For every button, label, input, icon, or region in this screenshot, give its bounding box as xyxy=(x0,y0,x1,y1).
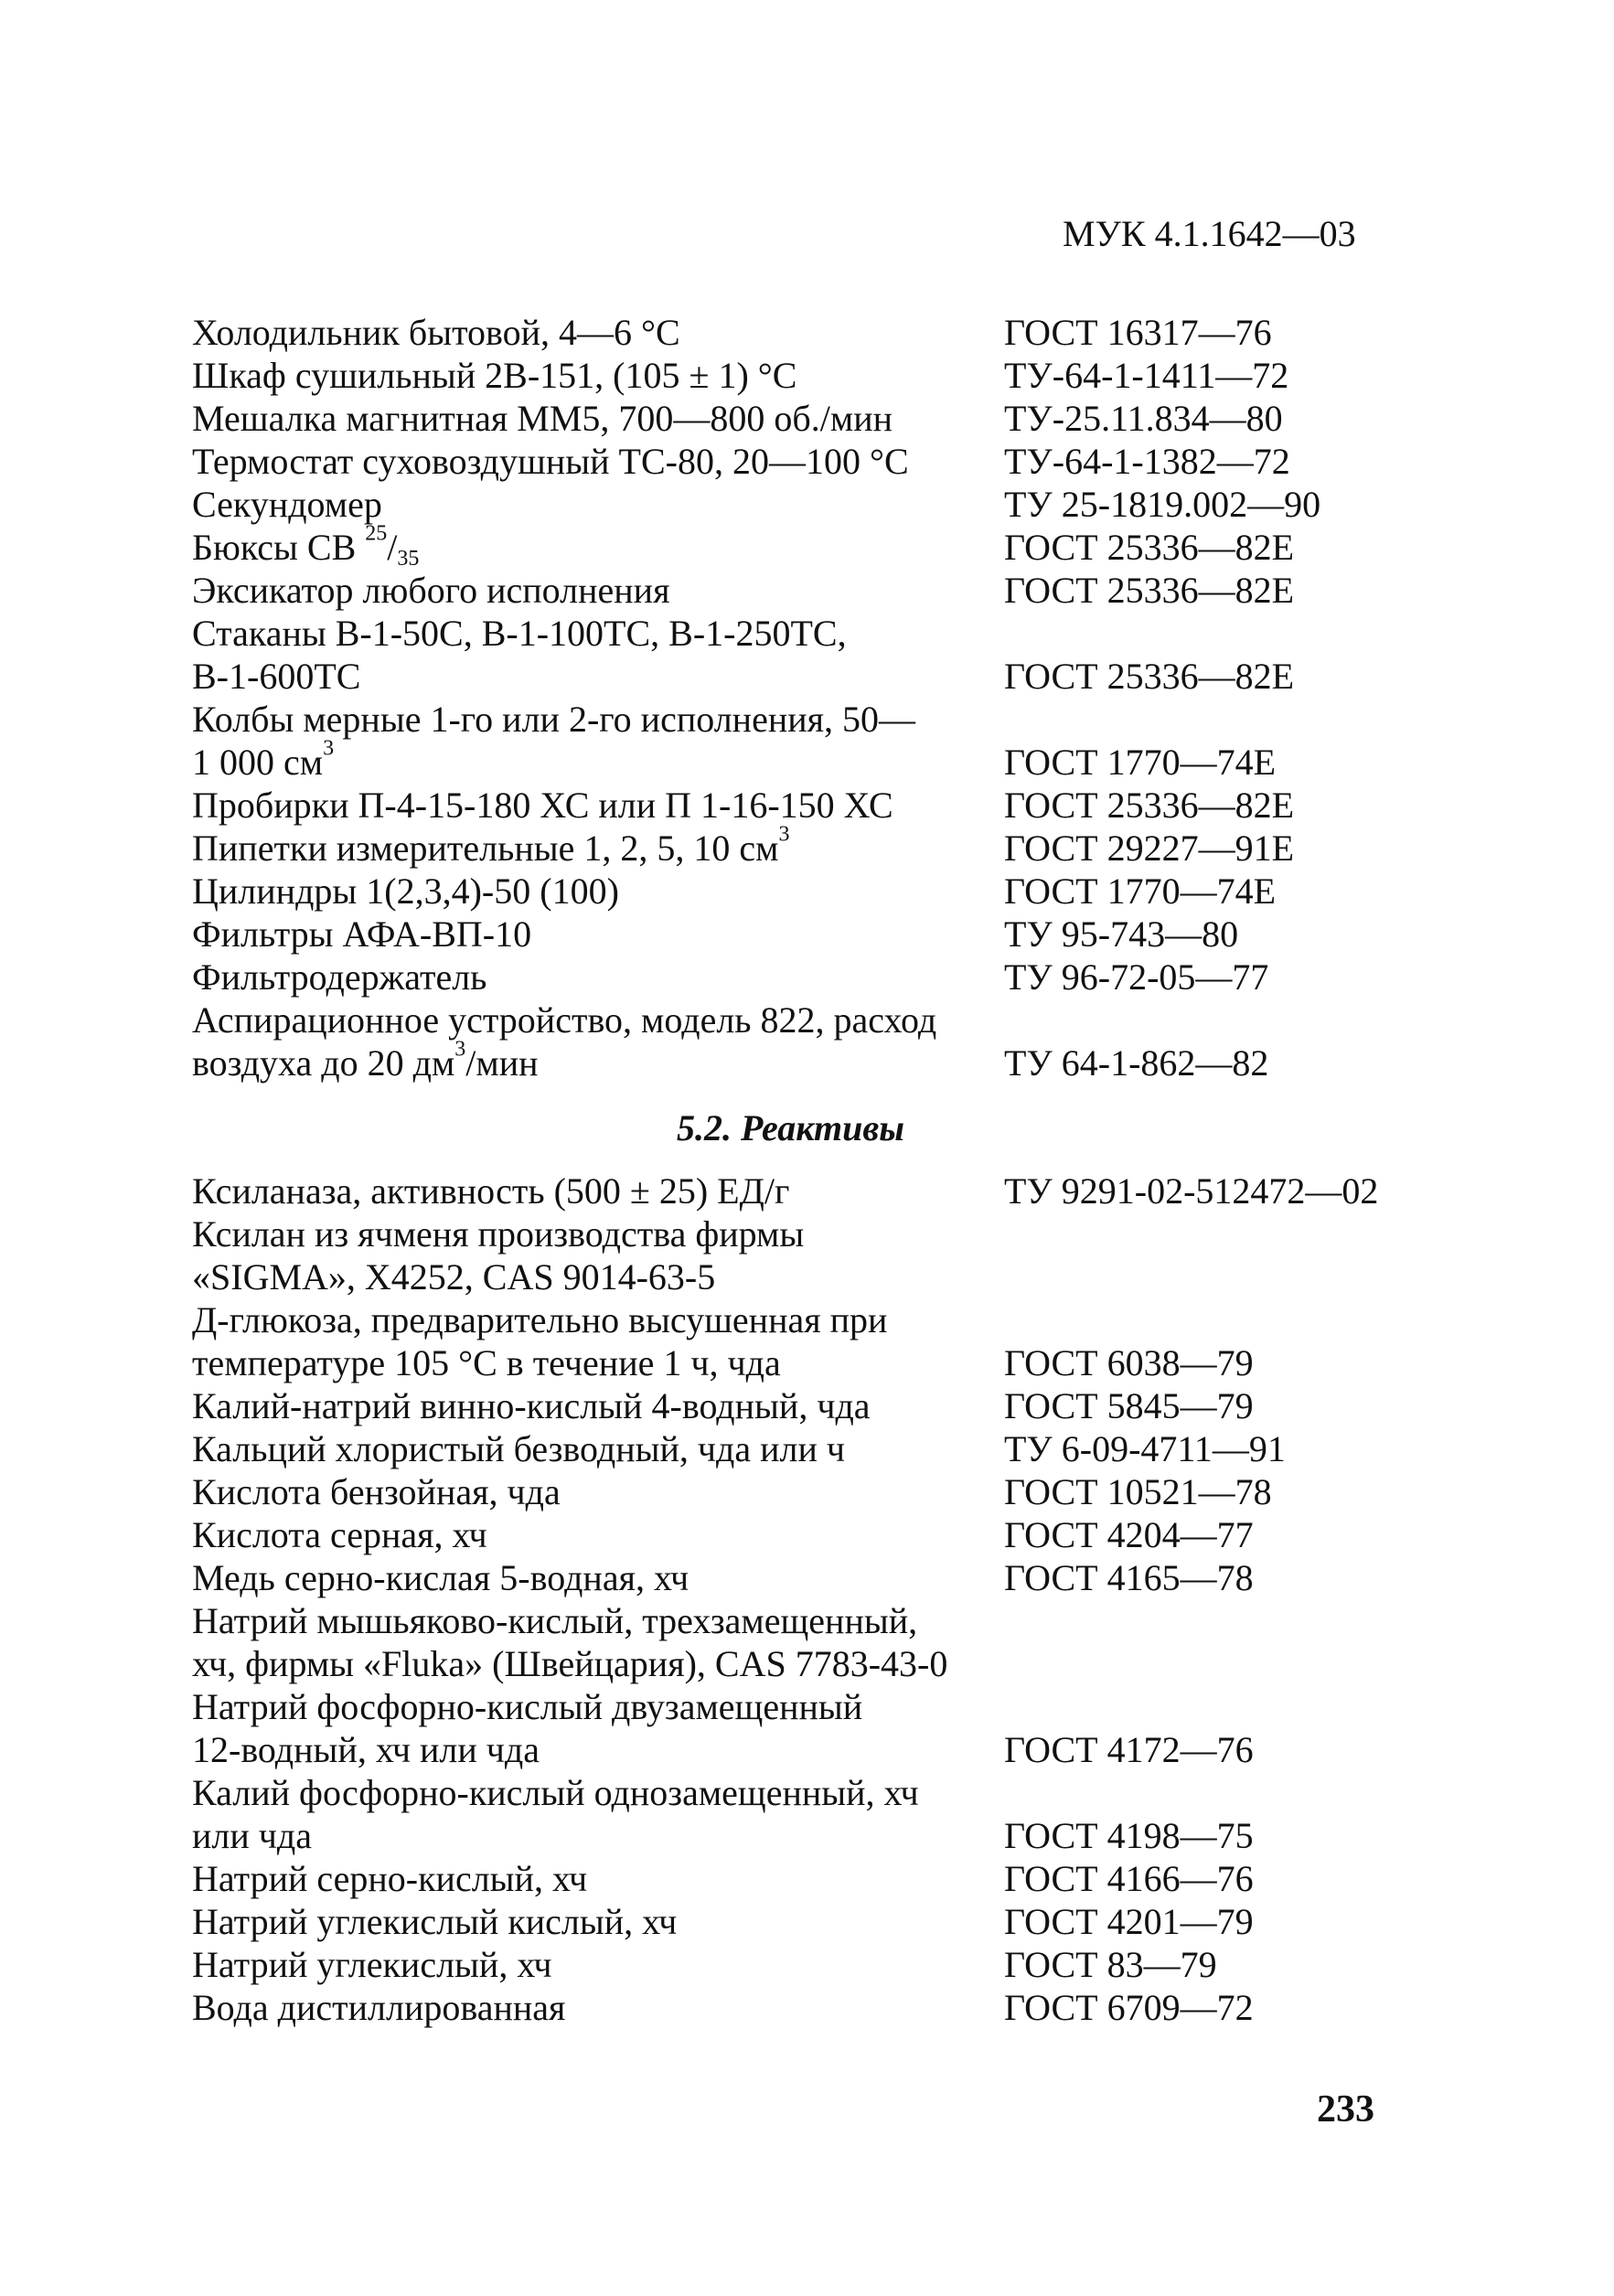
equipment-item xyxy=(192,998,1436,1084)
equipment-item-standard: ГОСТ 29227—91Е xyxy=(1004,828,1295,869)
equipment-item-name-line xyxy=(192,913,1004,956)
reagent-item-standard: ТУ 9291-02-512472—02 xyxy=(1004,1170,1379,1212)
equipment-item-standard: ТУ-64-1-1411—72 xyxy=(1004,355,1289,396)
unit-suffix: /мин xyxy=(465,1042,539,1084)
equipment-item-name xyxy=(192,870,1004,913)
equipment-item-standard: ТУ 95-743—80 xyxy=(1004,913,1239,955)
reagent-item xyxy=(192,1212,1436,1298)
equipment-item-name xyxy=(192,440,1004,483)
equipment-item-name-line xyxy=(192,354,1004,397)
reagent-item-name xyxy=(192,1599,1004,1685)
text-fragment: Пипетки измерительные 1, 2, 5, 10 см xyxy=(192,828,779,869)
text-fragment: воздуха до 20 дм xyxy=(192,1042,455,1084)
equipment-item-name xyxy=(192,998,1004,1084)
text-fragment: Шкаф сушильный 2В-151, (105 ± 1) °С xyxy=(192,355,797,396)
equipment-item xyxy=(192,397,1436,440)
reagent-item xyxy=(192,1384,1436,1427)
reagent-item-name xyxy=(192,1169,1004,1212)
text-fragment: Натрий мышьяково-кислый, трехзамещенный, xyxy=(192,1600,918,1641)
equipment-item-name xyxy=(192,913,1004,956)
reagent-item-name-line xyxy=(192,1943,1004,1986)
equipment-item-name-line xyxy=(192,698,1004,741)
reagent-item xyxy=(192,1470,1436,1513)
reagent-item-standard: ГОСТ 4198—75 xyxy=(1004,1815,1254,1856)
text-fragment: Калий-натрий винно-кислый 4-водный, чда xyxy=(192,1385,871,1426)
equipment-item xyxy=(192,956,1436,998)
equipment-item xyxy=(192,822,1436,870)
equipment-item-standard: ГОСТ 25336—82Е xyxy=(1004,570,1295,611)
equipment-item-name xyxy=(192,569,1004,612)
equipment-item-name-line xyxy=(192,483,1004,526)
equipment-item-name xyxy=(192,698,1004,784)
reagent-item-standard: ГОСТ 6709—72 xyxy=(1004,1987,1254,2028)
equipment-item-standard: ГОСТ 25336—82Е xyxy=(1004,527,1295,568)
reagent-item xyxy=(192,1986,1436,2029)
equipment-item-standard: ГОСТ 16317—76 xyxy=(1004,312,1272,353)
equipment-item-name xyxy=(192,956,1004,998)
reagent-item-name-line xyxy=(192,1384,1004,1427)
reagent-item-name xyxy=(192,1212,1004,1298)
text-fragment: Фильтродержатель xyxy=(192,956,487,998)
text-fragment: Ксиланаза, активность (500 ± 25) ЕД/г xyxy=(192,1170,790,1212)
reagent-item xyxy=(192,1943,1436,1986)
equipment-item-name-line xyxy=(192,822,1004,870)
reagent-item-name xyxy=(192,1943,1004,1986)
reagent-item-name xyxy=(192,1384,1004,1427)
equipment-item-standard: ТУ 64-1-862—82 xyxy=(1004,1042,1269,1084)
section-title: 5.2. Реактивы xyxy=(677,1107,904,1148)
equipment-item-standard: ГОСТ 1770—74Е xyxy=(1004,742,1277,783)
reagent-item-name-line xyxy=(192,1900,1004,1943)
equipment-item-name-line xyxy=(192,736,1004,784)
text-fragment: Натрий углекислый, хч xyxy=(192,1944,552,1985)
reagent-list xyxy=(192,1169,1436,2029)
equipment-item-name-line xyxy=(192,998,1004,1041)
text-fragment: хч, фирмы «Fluka» (Швейцария), CAS 7783-43-0 xyxy=(192,1643,948,1684)
equipment-item-standard: ТУ 96-72-05—77 xyxy=(1004,956,1269,998)
equipment-item-name-line xyxy=(192,956,1004,998)
equipment-item-name-line xyxy=(192,655,1004,698)
reagent-item-name xyxy=(192,1556,1004,1599)
equipment-item-standard: ТУ-64-1-1382—72 xyxy=(1004,441,1290,482)
reagent-item-name xyxy=(192,1900,1004,1943)
reagent-item xyxy=(192,1169,1436,1212)
equipment-item-name-line xyxy=(192,612,1004,655)
reagent-item-name-line xyxy=(192,1986,1004,2029)
equipment-item-name-line: Бюксы СВ $^{25}/_{35}$ xyxy=(192,521,420,571)
equipment-item xyxy=(192,311,1436,354)
reagent-item-name-line xyxy=(192,1728,1004,1771)
equipment-item-name xyxy=(192,784,1004,827)
equipment-item xyxy=(192,870,1436,913)
equipment-item-standard: ГОСТ 1770—74Е xyxy=(1004,870,1277,912)
reagent-item-standard: ГОСТ 6038—79 xyxy=(1004,1342,1254,1383)
text-fragment: Стаканы В-1-50С, В-1-100ТС, В-1-250ТС, xyxy=(192,613,847,654)
text-fragment: Вода дистиллированная xyxy=(192,1987,566,2028)
equipment-item-name xyxy=(192,822,1004,870)
text-fragment: Д-глюкоза, предварительно высушенная при xyxy=(192,1299,888,1340)
equipment-item-name xyxy=(192,354,1004,397)
equipment-item-name-line xyxy=(192,440,1004,483)
text-fragment: температуре 105 °С в течение 1 ч, чда xyxy=(192,1342,781,1383)
document-body xyxy=(192,311,1436,2029)
text-fragment: Эксикатор любого исполнения xyxy=(192,570,670,611)
reagent-item-standard: ГОСТ 4201—79 xyxy=(1004,1901,1254,1942)
equipment-item-name-line xyxy=(192,311,1004,354)
reagent-item xyxy=(192,1556,1436,1599)
superscript: 3 xyxy=(778,822,790,847)
reagent-item-name-line xyxy=(192,1599,1004,1642)
equipment-item-standard: ТУ-25.11.834—80 xyxy=(1004,398,1283,439)
reagent-item-name-line xyxy=(192,1642,1004,1685)
reagent-item-standard: ТУ 6-09-4711—91 xyxy=(1004,1428,1286,1469)
text-fragment: Кислота серная, хч xyxy=(192,1514,487,1555)
equipment-list xyxy=(192,311,1436,1084)
equipment-item xyxy=(192,483,1436,526)
text-fragment: Медь серно-кислая 5-водная, хч xyxy=(192,1557,689,1598)
document-code: МУК 4.1.1642—03 xyxy=(1063,213,1356,254)
equipment-item-name-line xyxy=(192,870,1004,913)
reagent-item-name-line xyxy=(192,1857,1004,1900)
text-fragment: Кальций хлористый безводный, чда или ч xyxy=(192,1428,846,1469)
reagent-item-name-line xyxy=(192,1341,1004,1384)
reagent-item xyxy=(192,1900,1436,1943)
reagent-item-name xyxy=(192,1298,1004,1384)
reagent-item-standard: ГОСТ 4166—76 xyxy=(1004,1858,1254,1899)
text-fragment: Термостат суховоздушный ТС-80, 20—100 °С xyxy=(192,441,909,482)
reagent-item-name-line xyxy=(192,1556,1004,1599)
reagent-item-name xyxy=(192,1427,1004,1470)
equipment-item xyxy=(192,521,1436,571)
reagent-item-standard: ГОСТ 83—79 xyxy=(1004,1944,1217,1985)
superscript: 3 xyxy=(454,1037,466,1062)
reagent-item-name-line xyxy=(192,1212,1004,1255)
equipment-item xyxy=(192,440,1436,483)
text-fragment: Натрий серно-кислый, хч xyxy=(192,1858,588,1899)
subscript: 35 xyxy=(397,547,420,571)
superscript: 3 xyxy=(323,736,335,761)
reagent-item-name-line xyxy=(192,1255,1004,1298)
equipment-item-standard: ТУ 25-1819.002—90 xyxy=(1004,484,1321,525)
equipment-item-name xyxy=(192,397,1004,440)
reagent-item xyxy=(192,1298,1436,1384)
superscript: 25 xyxy=(365,521,388,546)
reagent-item xyxy=(192,1857,1436,1900)
text-fragment: Цилиндры 1(2,3,4)-50 (100) xyxy=(192,870,619,912)
text-fragment: Мешалка магнитная ММ5, 700—800 об./мин xyxy=(192,398,893,439)
text-fragment: или чда xyxy=(192,1815,312,1856)
equipment-item xyxy=(192,784,1436,827)
reagent-item-name-line xyxy=(192,1814,1004,1857)
equipment-item-name-line xyxy=(192,569,1004,612)
text-fragment: Натрий фосфорно-кислый двузамещенный xyxy=(192,1686,863,1727)
text-fragment: 1 000 см xyxy=(192,742,324,783)
text-fragment: Фильтры АФА-ВП-10 xyxy=(192,913,532,955)
equipment-item xyxy=(192,913,1436,956)
reagent-item xyxy=(192,1685,1436,1771)
reagent-item xyxy=(192,1513,1436,1556)
text-fragment: Пробирки П-4-15-180 ХС или П 1-16-150 ХС xyxy=(192,785,893,826)
equipment-item xyxy=(192,698,1436,784)
equipment-item-name xyxy=(192,311,1004,354)
text-fragment: «SIGMA», Х4252, CAS 9014-63-5 xyxy=(192,1256,716,1298)
reagent-item-standard: ГОСТ 4204—77 xyxy=(1004,1514,1254,1555)
reagent-item xyxy=(192,1771,1436,1857)
reagent-item-name-line xyxy=(192,1470,1004,1513)
equipment-item-name xyxy=(192,612,1004,698)
reagent-item xyxy=(192,1599,1436,1685)
reagent-item-name-line xyxy=(192,1771,1004,1814)
reagent-item-name xyxy=(192,1685,1004,1771)
equipment-item-standard: ГОСТ 25336—82Е xyxy=(1004,785,1295,826)
text-fragment: 12-водный, хч или чда xyxy=(192,1729,540,1770)
equipment-item xyxy=(192,612,1436,698)
equipment-item-name-line xyxy=(192,784,1004,827)
reagent-item-name xyxy=(192,1857,1004,1900)
reagent-item-name xyxy=(192,1470,1004,1513)
equipment-item-name-line xyxy=(192,397,1004,440)
reagent-item-name-line xyxy=(192,1169,1004,1212)
text-fragment: Холодильник бытовой, 4—6 °С xyxy=(192,312,680,353)
text-fragment: Натрий углекислый кислый, хч xyxy=(192,1901,678,1942)
text-fragment: Бюксы СВ xyxy=(192,527,357,568)
reagent-item-name xyxy=(192,1513,1004,1556)
equipment-item-name-line xyxy=(192,1037,1004,1084)
text-fragment: Колбы мерные 1-го или 2-го исполнения, 50— xyxy=(192,699,916,740)
reagent-item-standard: ГОСТ 10521—78 xyxy=(1004,1471,1272,1512)
reagent-item xyxy=(192,1427,1436,1470)
reagent-item-name-line xyxy=(192,1298,1004,1341)
equipment-item-name xyxy=(192,483,1004,526)
reagent-item-standard: ГОСТ 4165—78 xyxy=(1004,1557,1254,1598)
equipment-item xyxy=(192,354,1436,397)
equipment-item-name xyxy=(192,521,1004,571)
equipment-item-standard: ГОСТ 25336—82Е xyxy=(1004,656,1295,697)
text-fragment: Калий фосфорно-кислый однозамещенный, хч xyxy=(192,1772,919,1813)
text-fragment: Секундомер xyxy=(192,484,382,525)
reagent-item-standard: ГОСТ 4172—76 xyxy=(1004,1729,1254,1770)
text-fragment: Ксилан из ячменя производства фирмы xyxy=(192,1213,805,1255)
text-fragment: В-1-600ТС xyxy=(192,656,361,697)
reagent-item-name-line xyxy=(192,1513,1004,1556)
equipment-item xyxy=(192,569,1436,612)
reagent-item-name xyxy=(192,1986,1004,2029)
reagent-item-name xyxy=(192,1771,1004,1857)
reagent-item-standard: ГОСТ 5845—79 xyxy=(1004,1385,1254,1426)
reagent-item-name-line xyxy=(192,1685,1004,1728)
reagent-item-name-line xyxy=(192,1427,1004,1470)
page-number: 233 xyxy=(1317,2088,1374,2130)
text-fragment: Аспирационное устройство, модель 822, расход xyxy=(192,999,937,1041)
text-fragment: Кислота бензойная, чда xyxy=(192,1471,561,1512)
